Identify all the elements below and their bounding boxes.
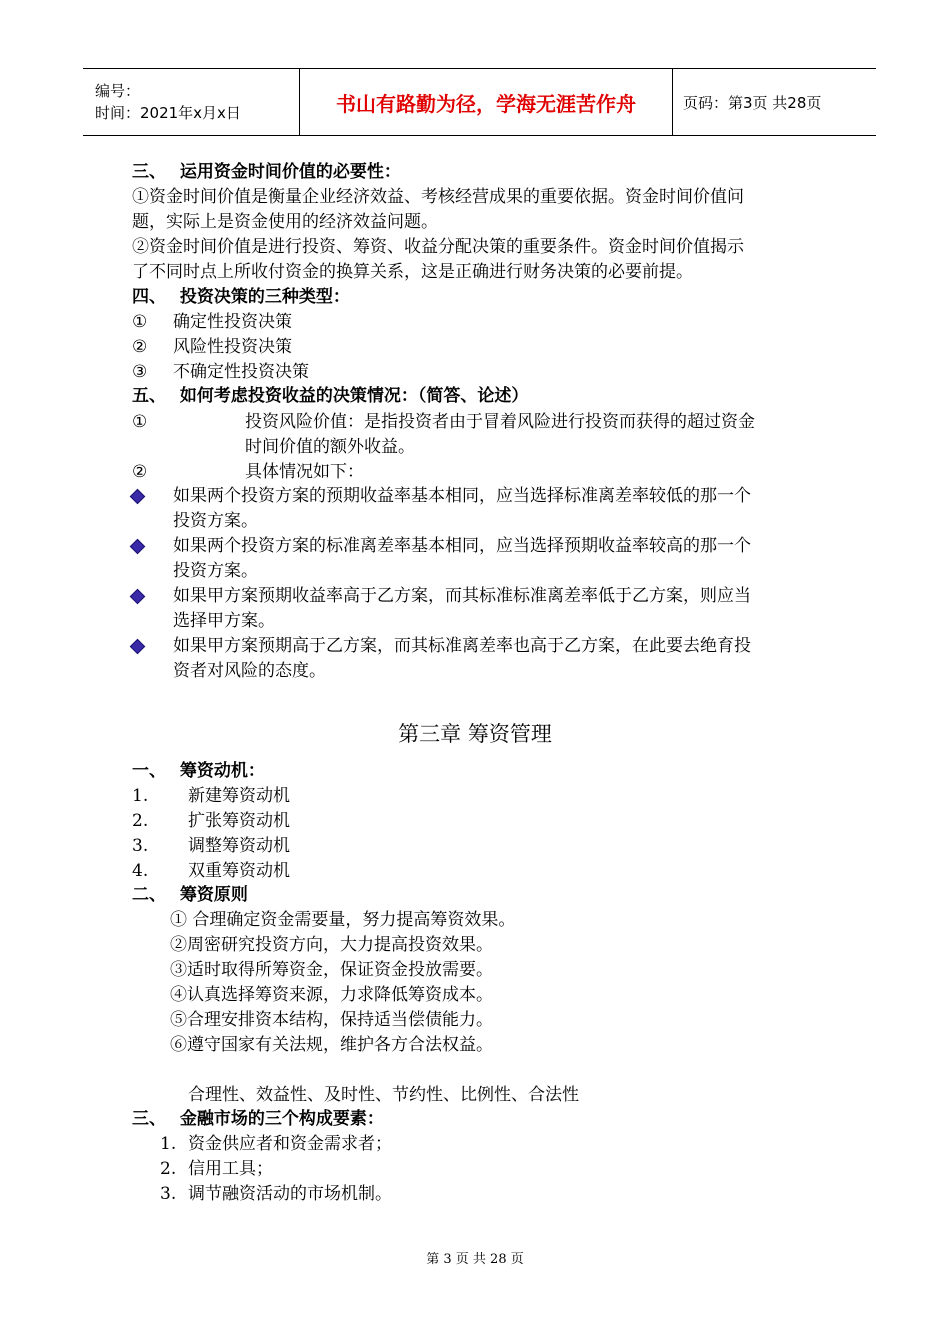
principle-item: ④认真选择筹资来源，力求降低筹资成本。 xyxy=(170,985,493,1005)
bullet-line: 如果两个投资方案的预期收益率基本相同，应当选择标准离差率较低的那一个 xyxy=(173,486,751,506)
diamond-bullet-icon xyxy=(130,589,146,605)
section3-p1-line2: 题，实际上是资金使用的经济效益问题。 xyxy=(132,212,438,232)
section3-heading xyxy=(132,160,401,185)
c3-section2-heading xyxy=(132,883,248,908)
list-item-number: 2. xyxy=(160,1159,177,1179)
c3-section2-number: 二、 xyxy=(132,885,166,905)
list-item-text: 扩张筹资动机 xyxy=(188,811,290,831)
bullet-line: 如果甲方案预期高于乙方案，而其标准离差率也高于乙方案，在此要去绝育投 xyxy=(173,636,751,656)
c3-section1-title: 筹资动机： xyxy=(179,761,265,781)
section5-item1-number: ① xyxy=(132,412,148,432)
diamond-bullet-icon xyxy=(130,639,146,655)
c3-section3-title: 金融市场的三个构成要素： xyxy=(179,1109,384,1129)
section5-heading xyxy=(132,384,528,409)
list-item-text: 调整筹资动机 xyxy=(188,836,290,856)
list-item-text: 调节融资活动的市场机制。 xyxy=(188,1184,392,1204)
principle-item: ③适时取得所筹资金，保证资金投放需要。 xyxy=(170,960,493,980)
list-item-text: 确定性投资决策 xyxy=(173,312,292,332)
c3-section1-heading xyxy=(132,759,265,784)
section5-item1-line1: 投资风险价值：是指投资者由于冒着风险进行投资而获得的超过资金 xyxy=(245,412,755,432)
section4-number: 四、 xyxy=(132,287,166,307)
c3-section3-number: 三、 xyxy=(132,1109,166,1129)
list-item-text: 不确定性投资决策 xyxy=(173,362,309,382)
section5-item2-number: ② xyxy=(132,462,148,482)
section4-title: 投资决策的三种类型： xyxy=(179,287,350,307)
c3-section2-title: 筹资原则 xyxy=(179,885,248,905)
bullet-line: 选择甲方案。 xyxy=(173,611,275,631)
section5-item1-line2: 时间价值的额外收益。 xyxy=(245,437,415,457)
list-item-text: 信用工具； xyxy=(188,1159,273,1179)
section3-p1-line1: ①资金时间价值是衡量企业经济效益、考核经营成果的重要依据。资金时间价值问 xyxy=(132,187,744,207)
list-item-number: 1. xyxy=(132,786,149,806)
diamond-bullet-icon xyxy=(130,489,146,505)
list-item-number: 4. xyxy=(132,861,149,881)
document-header xyxy=(83,68,876,136)
page-footer: 第 3 页 共 28 页 xyxy=(426,1252,524,1267)
section5-item2-text: 具体情况如下： xyxy=(245,462,364,482)
bullet-line: 如果两个投资方案的标准离差率基本相同，应当选择预期收益率较高的那一个 xyxy=(173,536,751,556)
header-meta-cell xyxy=(83,69,300,136)
list-item-text: 双重筹资动机 xyxy=(188,861,290,881)
time-label: 时间：2021年x月x日 xyxy=(95,104,241,122)
section3-p2-line2: 了不同时点上所收付资金的换算关系，这是正确进行财务决策的必要前提。 xyxy=(132,262,693,282)
list-item-text: 资金供应者和资金需求者； xyxy=(188,1134,392,1154)
section3-number: 三、 xyxy=(132,162,166,182)
bullet-line: 投资方案。 xyxy=(173,561,258,581)
principle-item: ⑥遵守国家有关法规，维护各方合法权益。 xyxy=(170,1035,493,1055)
principle-item: ②周密研究投资方向，大力提高投资效果。 xyxy=(170,935,493,955)
list-item-text: 风险性投资决策 xyxy=(173,337,292,357)
list-item: ③ xyxy=(132,362,148,382)
list-item-number: 3. xyxy=(160,1184,177,1204)
section5-number: 五、 xyxy=(132,386,166,406)
section3-p2-line1: ②资金时间价值是进行投资、筹资、收益分配决策的重要条件。资金时间价值揭示 xyxy=(132,237,744,257)
list-item-number: 3. xyxy=(132,836,149,856)
list-item: ① xyxy=(132,312,148,332)
principle-item: ① 合理确定资金需要量，努力提高筹资效果。 xyxy=(170,910,516,930)
c3-section3-heading xyxy=(132,1107,384,1132)
number-label: 编号： xyxy=(95,82,141,100)
list-item-number: 2. xyxy=(132,811,149,831)
c3-section1-number: 一、 xyxy=(132,761,166,781)
principles-summary: 合理性、效益性、及时性、节约性、比例性、合法性 xyxy=(188,1085,579,1105)
header-motto: 书山有路勤为径，学海无涯苦作舟 xyxy=(300,69,673,136)
bullet-line: 如果甲方案预期收益率高于乙方案，而其标准标准离差率低于乙方案，则应当 xyxy=(173,586,751,606)
list-item-text: 新建筹资动机 xyxy=(188,786,290,806)
diamond-bullet-icon xyxy=(130,539,146,555)
header-page-info: 页码：第3页 共28页 xyxy=(673,69,877,136)
section5-title: 如何考虑投资收益的决策情况：（简答、论述） xyxy=(179,386,529,406)
bullet-line: 投资方案。 xyxy=(173,511,258,531)
list-item-number: 1. xyxy=(160,1134,177,1154)
principle-item: ⑤合理安排资本结构，保持适当偿债能力。 xyxy=(170,1010,493,1030)
chapter-title: 第三章 筹资管理 xyxy=(398,722,552,746)
section3-title: 运用资金时间价值的必要性： xyxy=(179,162,401,182)
section4-heading xyxy=(132,285,350,310)
list-item: ② xyxy=(132,337,148,357)
bullet-line: 资者对风险的态度。 xyxy=(173,661,326,681)
